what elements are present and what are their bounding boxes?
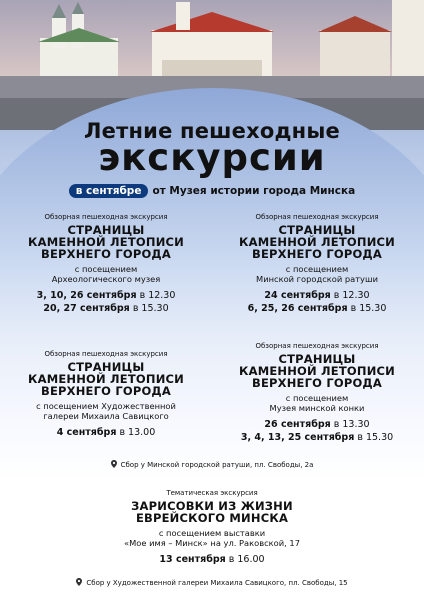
month-badge: в сентябре <box>69 184 149 198</box>
tour-visit: с посещением Минской городской ратуши <box>256 264 378 284</box>
tour-visit: с посещением Археологического музея <box>51 264 161 284</box>
tour-visit: с посещением выставки «Мое имя – Минск» на ул. Раковской, 17 <box>124 528 300 548</box>
tour-kind: Обзорная пешеходная экскурсия <box>44 350 168 358</box>
tour-name: ЗАРИСОВКИ ИЗ ЖИЗНИ ЕВРЕЙСКОГО МИНСКА <box>131 499 293 525</box>
tour-dates: 4 сентября в 13.00 <box>56 427 156 438</box>
tour-1 <box>16 213 196 315</box>
tour-2 <box>222 213 412 315</box>
thematic-tour <box>0 489 424 566</box>
tour-visit: с посещением Художественной галереи Михаила Савицкого <box>36 401 176 421</box>
tour-dates: 26 сентября в 13.30 3, 4, 13, 25 сентября в 15.30 <box>240 419 394 443</box>
tour-dates: 24 сентября в 12.30 6, 25, 26 сентября в 15.30 <box>247 290 387 314</box>
tour-kind: Обзорная пешеходная экскурсия <box>44 213 168 221</box>
meeting-point-2: Сбор у Художественной галереи Михаила Савицкого, пл. Свободы, 15 <box>0 578 424 587</box>
tour-4 <box>222 342 412 444</box>
tour-3 <box>16 350 196 439</box>
tour-name: СТРАНИЦЫ КАМЕННОЙ ЛЕТОПИСИ ВЕРХНЕГО ГОРОДА <box>28 223 184 261</box>
tour-name: СТРАНИЦЫ КАМЕННОЙ ЛЕТОПИСИ ВЕРХНЕГО ГОРОДА <box>239 223 395 261</box>
meeting-point-1: Сбор у Минской городской ратуши, пл. Свободы, 2а <box>0 460 424 469</box>
title-line-1: Летние пешеходные <box>83 119 340 143</box>
tour-name: СТРАНИЦЫ КАМЕННОЙ ЛЕТОПИСИ ВЕРХНЕГО ГОРОДА <box>28 360 184 398</box>
location-pin-icon <box>76 578 82 586</box>
title-line-2: экскурсии <box>98 136 326 179</box>
tour-dates: 13 сентября в 16.00 <box>159 554 265 565</box>
subtitle-text: от Музея истории города Минска <box>152 185 356 197</box>
tour-visit: с посещением Музея минской конки <box>269 393 365 413</box>
tour-dates: 3, 10, 26 сентября в 12.30 20, 27 сентября в 15.30 <box>36 290 176 314</box>
tour-name: СТРАНИЦЫ КАМЕННОЙ ЛЕТОПИСИ ВЕРХНЕГО ГОРОДА <box>239 352 395 390</box>
tour-kind: Обзорная пешеходная экскурсия <box>255 213 379 221</box>
location-pin-icon <box>111 460 117 468</box>
tour-kind: Тематическая экскурсия <box>166 489 258 497</box>
tour-kind: Обзорная пешеходная экскурсия <box>255 342 379 350</box>
subtitle <box>0 184 424 198</box>
